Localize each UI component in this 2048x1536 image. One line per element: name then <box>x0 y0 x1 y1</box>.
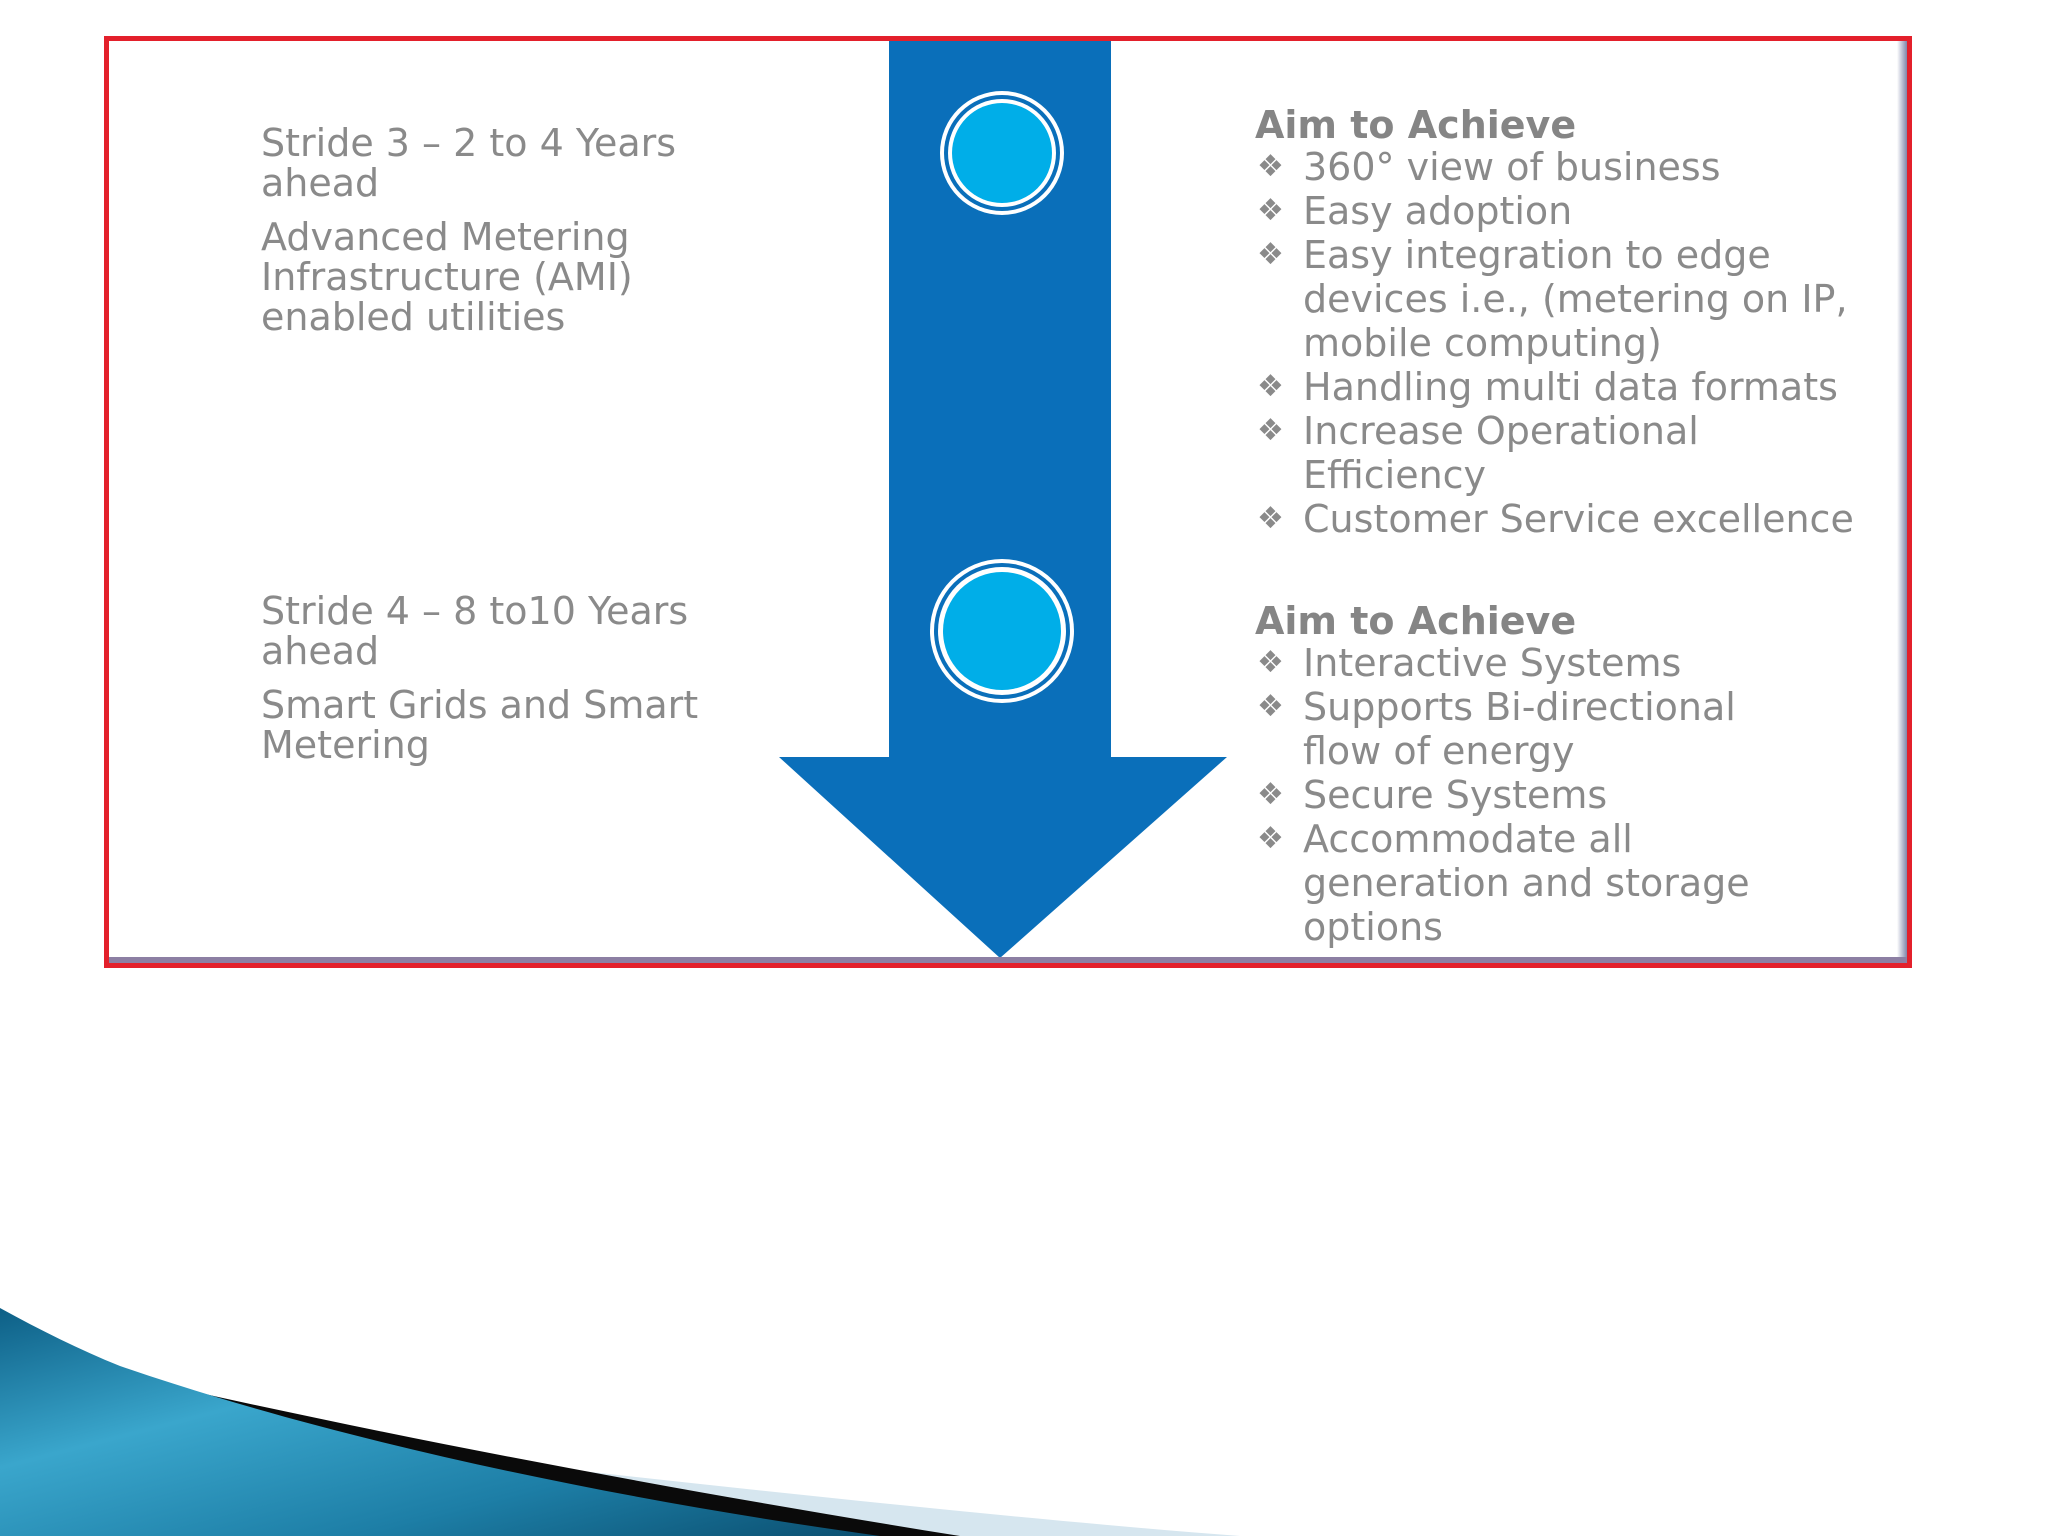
stride3-description-line2: Infrastructure (AMI) <box>261 255 633 299</box>
stride3-description-line1: Advanced Metering <box>261 215 630 259</box>
stride4-circle-marker <box>930 559 1074 703</box>
aim1-item <box>1255 189 1905 233</box>
aim2-item-line: generation and storage <box>1303 861 1750 905</box>
aim2-list <box>1255 641 1905 949</box>
stride4-description-line2: Metering <box>261 723 430 767</box>
aim1-title: Aim to Achieve <box>1255 103 1577 147</box>
aim2-item <box>1255 641 1905 685</box>
stride4-heading-line1: Stride 4 – 8 to10 Years <box>261 589 689 633</box>
aim2-item-line: Secure Systems <box>1303 773 1608 817</box>
diamond-bullet-icon: ❖ <box>1257 237 1284 272</box>
diamond-bullet-icon: ❖ <box>1257 777 1284 812</box>
stride3-heading-line1: Stride 3 – 2 to 4 Years <box>261 121 677 165</box>
diamond-bullet-icon: ❖ <box>1257 193 1284 228</box>
decorative-swoosh <box>0 1180 2048 1536</box>
aim1-item <box>1255 409 1905 497</box>
stride4-description-line1: Smart Grids and Smart <box>261 683 699 727</box>
aim1-item-line: Easy adoption <box>1303 189 1573 233</box>
aim2-title: Aim to Achieve <box>1255 599 1577 643</box>
diamond-bullet-icon: ❖ <box>1257 413 1284 448</box>
aim2-item <box>1255 773 1905 817</box>
aim1-item <box>1255 497 1905 541</box>
frame-shadow-bottom <box>109 957 1907 963</box>
aim2-item <box>1255 817 1905 949</box>
aim2-block <box>1255 601 1905 949</box>
aim1-item-line: Efficiency <box>1303 453 1487 497</box>
stride4-heading-line2: ahead <box>261 629 380 673</box>
stride3-description <box>261 217 781 337</box>
aim1-item-line: devices i.e., (metering on IP, <box>1303 277 1848 321</box>
aim1-item <box>1255 365 1905 409</box>
diamond-bullet-icon: ❖ <box>1257 689 1284 724</box>
aim2-item-line: Accommodate all <box>1303 817 1633 861</box>
aim2-item-line: Supports Bi-directional <box>1303 685 1736 729</box>
figure-frame <box>104 36 1912 968</box>
aim1-item <box>1255 233 1905 365</box>
aim2-item <box>1255 685 1905 773</box>
stride3-description-line3: enabled utilities <box>261 295 566 339</box>
aim2-item-line: Interactive Systems <box>1303 641 1682 685</box>
aim1-item <box>1255 145 1905 189</box>
diamond-bullet-icon: ❖ <box>1257 645 1284 680</box>
aim1-item-line: Customer Service excellence <box>1303 497 1854 541</box>
frame-shadow-right <box>1897 41 1907 963</box>
aim1-item-line: mobile computing) <box>1303 321 1662 365</box>
aim1-item-line: 360° view of business <box>1303 145 1721 189</box>
aim1-item-line: Handling multi data formats <box>1303 365 1838 409</box>
stride3-circle-marker <box>940 91 1064 215</box>
aim2-item-line: options <box>1303 905 1443 949</box>
stride3-heading <box>261 123 781 203</box>
aim1-item-line: Increase Operational <box>1303 409 1699 453</box>
stride3-block <box>261 123 781 337</box>
aim1-list <box>1255 145 1905 541</box>
stride4-heading <box>261 591 781 671</box>
stride3-heading-line2: ahead <box>261 161 380 205</box>
diamond-bullet-icon: ❖ <box>1257 149 1284 184</box>
diamond-bullet-icon: ❖ <box>1257 501 1284 536</box>
diamond-bullet-icon: ❖ <box>1257 821 1284 856</box>
diamond-bullet-icon: ❖ <box>1257 369 1284 404</box>
aim1-item-line: Easy integration to edge <box>1303 233 1771 277</box>
aim2-item-line: flow of energy <box>1303 729 1575 773</box>
stride4-description <box>261 685 781 765</box>
stride4-block <box>261 591 781 765</box>
aim1-block <box>1255 105 1905 541</box>
